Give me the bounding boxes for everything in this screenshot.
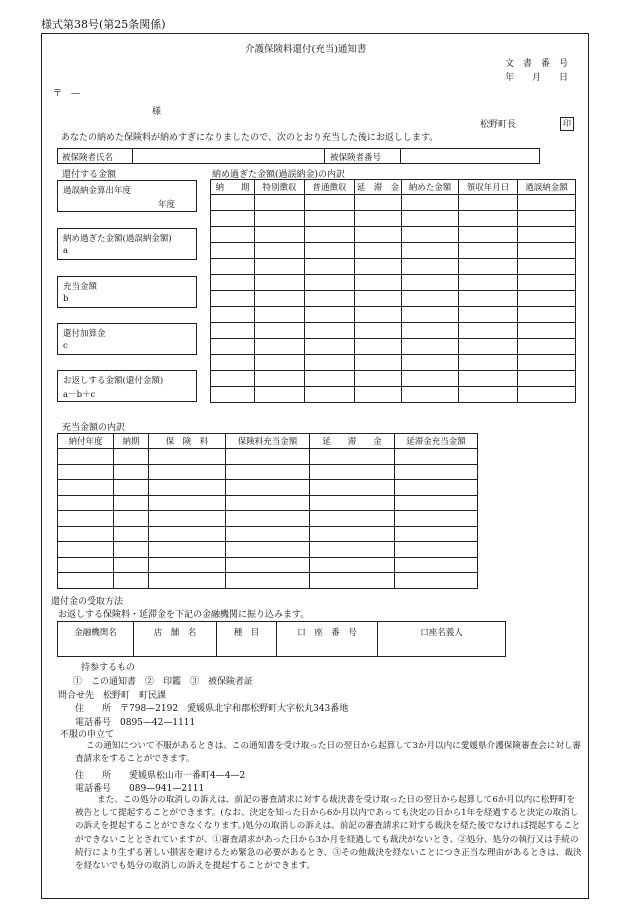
council-address: 住 所 愛媛県松山市一番町4—4—2 — [75, 771, 246, 781]
appropriation-label: 充当金額の内訳 — [62, 423, 126, 433]
table-cell — [310, 573, 395, 589]
column-header: 過誤納金額 — [518, 180, 576, 195]
table-cell — [226, 495, 310, 511]
table-row — [58, 449, 478, 465]
table-cell — [395, 495, 478, 511]
table-cell — [518, 227, 576, 243]
table-cell — [355, 371, 402, 387]
table-cell — [355, 259, 402, 275]
table-row — [58, 542, 478, 558]
table-cell — [114, 526, 149, 542]
table-cell — [226, 573, 310, 589]
table-row — [211, 275, 576, 291]
recipient-suffix: 様 — [152, 107, 162, 117]
table-cell — [459, 227, 518, 243]
table-cell — [211, 227, 255, 243]
date-label: 年 月 日 — [505, 73, 569, 83]
breakdown-label: 納め過ぎた金額(過誤納金)の内訳 — [212, 170, 346, 180]
table-cell — [211, 323, 255, 339]
table-cell — [459, 243, 518, 259]
table-cell — [149, 495, 226, 511]
receipt-method-label: 還付金の受取方法 — [51, 597, 124, 607]
bring-items: ① この通知書 ② 印鑑 ③ 被保険者証 — [73, 677, 254, 687]
table-cell — [226, 480, 310, 496]
table-cell — [58, 495, 114, 511]
table-cell — [211, 211, 255, 227]
table-cell — [355, 291, 402, 307]
table-cell — [395, 573, 478, 589]
bank-header: 種 目 — [217, 622, 277, 657]
table-cell — [518, 339, 576, 355]
table-cell — [211, 243, 255, 259]
table-cell — [149, 573, 226, 589]
table-cell — [518, 371, 576, 387]
table-cell — [402, 339, 459, 355]
table-row — [58, 557, 478, 573]
table-cell — [305, 307, 355, 323]
table-cell — [149, 526, 226, 542]
table-cell — [310, 464, 395, 480]
table-cell — [58, 511, 114, 527]
table-row — [211, 195, 576, 211]
insured-name-label: 被保険者氏名 — [62, 153, 114, 163]
table-cell — [402, 307, 459, 323]
table-cell — [402, 259, 459, 275]
table-row — [211, 211, 576, 227]
table-cell — [305, 211, 355, 227]
table-cell — [459, 387, 518, 403]
table-cell — [402, 195, 459, 211]
table-cell — [211, 339, 255, 355]
column-header: 保険料充当金額 — [226, 434, 310, 449]
table-cell — [211, 259, 255, 275]
table-cell — [255, 291, 305, 307]
table-cell — [305, 195, 355, 211]
table-cell — [310, 480, 395, 496]
table-cell — [211, 355, 255, 371]
table-cell — [114, 511, 149, 527]
table-cell — [310, 495, 395, 511]
table-cell — [226, 542, 310, 558]
table-cell — [310, 511, 395, 527]
table-cell — [402, 275, 459, 291]
table-cell — [402, 227, 459, 243]
table-cell — [355, 307, 402, 323]
table-cell — [355, 339, 402, 355]
table-cell — [211, 291, 255, 307]
table-cell — [114, 480, 149, 496]
refund-box-total: お返しする金額(還付金額) a－b＋c — [57, 370, 197, 402]
table-cell — [226, 511, 310, 527]
table-cell — [226, 464, 310, 480]
table-cell — [211, 195, 255, 211]
table-cell — [459, 371, 518, 387]
table-row — [211, 323, 576, 339]
table-cell — [226, 526, 310, 542]
issuer: 松野町長 — [480, 120, 517, 130]
table-cell — [395, 480, 478, 496]
table-cell — [305, 339, 355, 355]
column-header: 特別徴収 — [255, 180, 305, 195]
table-cell — [459, 275, 518, 291]
council-phone: 電話番号 089—941—2111 — [75, 784, 205, 794]
contact-phone: 電話番号 0895—42—1111 — [75, 718, 196, 728]
objection-label: 不服の申立て — [60, 730, 115, 740]
column-header: 納 期 — [211, 180, 255, 195]
table-cell — [255, 195, 305, 211]
table-cell — [255, 323, 305, 339]
table-row — [211, 387, 576, 403]
table-cell — [459, 291, 518, 307]
table-cell — [211, 307, 255, 323]
table-cell — [402, 371, 459, 387]
contact-label: 問合せ先 松野町 町民課 — [58, 691, 167, 701]
refund-section-label: 還付する金額 — [62, 170, 117, 180]
table-cell — [58, 449, 114, 465]
table-row — [211, 291, 576, 307]
form-number: 様式第38号(第25条関係) — [41, 18, 166, 31]
table-cell — [395, 542, 478, 558]
table-cell — [518, 307, 576, 323]
table-cell — [114, 557, 149, 573]
table-cell — [255, 227, 305, 243]
table-cell — [395, 557, 478, 573]
column-header: 納付年度 — [58, 434, 114, 449]
table-cell — [395, 526, 478, 542]
table-cell — [149, 557, 226, 573]
page-title: 介護保険料還付(充当)通知書 — [245, 44, 367, 55]
table-cell — [149, 511, 226, 527]
breakdown-table — [210, 179, 576, 403]
table-cell — [402, 291, 459, 307]
table-cell — [114, 573, 149, 589]
table-cell — [518, 243, 576, 259]
column-header: 普通徴収 — [305, 180, 355, 195]
table-cell — [255, 211, 305, 227]
table-cell — [305, 243, 355, 259]
refund-box-appropriated: 充当金額 b — [57, 276, 197, 308]
table-cell — [255, 307, 305, 323]
table-row — [211, 227, 576, 243]
table-row — [211, 371, 576, 387]
table-cell — [459, 259, 518, 275]
table-cell — [355, 355, 402, 371]
table-cell — [355, 195, 402, 211]
table-cell — [305, 275, 355, 291]
table-cell — [255, 339, 305, 355]
table-cell — [355, 227, 402, 243]
table-cell — [114, 542, 149, 558]
table-row — [211, 243, 576, 259]
insured-number-label: 被保険者番号 — [330, 153, 382, 163]
table-cell — [402, 387, 459, 403]
table-cell — [149, 480, 226, 496]
bank-table — [57, 621, 506, 657]
table-row — [211, 355, 576, 371]
table-cell — [58, 573, 114, 589]
doc-number-label: 文 書 番 号 — [505, 59, 569, 69]
table-cell — [149, 464, 226, 480]
column-header: 保 険 料 — [149, 434, 226, 449]
table-cell — [149, 449, 226, 465]
table-row — [58, 480, 478, 496]
table-cell — [518, 355, 576, 371]
table-cell — [310, 542, 395, 558]
table-cell — [518, 323, 576, 339]
intro-text: あなたの納めた保険料が納めすぎになりましたので、次のとおり充当した後にお返しします。 — [61, 133, 439, 143]
bank-header: 店 舗 名 — [134, 622, 217, 657]
table-cell — [459, 323, 518, 339]
refund-box-interest: 還付加算金 c — [57, 323, 197, 355]
table-cell — [395, 511, 478, 527]
table-row — [211, 259, 576, 275]
refund-box-overpaid: 納め過ぎた金額(過誤納金額) a — [57, 228, 197, 260]
table-cell — [459, 339, 518, 355]
table-cell — [518, 211, 576, 227]
table-cell — [58, 526, 114, 542]
column-header: 延 滞 金 — [310, 434, 395, 449]
table-cell — [255, 371, 305, 387]
table-cell — [518, 291, 576, 307]
bank-header: 口 座 番 号 — [277, 622, 378, 657]
table-cell — [402, 323, 459, 339]
bank-header: 金融機関名 — [58, 622, 134, 657]
table-cell — [402, 211, 459, 227]
table-cell — [355, 275, 402, 291]
table-row — [58, 573, 478, 589]
table-cell — [310, 449, 395, 465]
table-cell — [255, 355, 305, 371]
column-header: 納期 — [114, 434, 149, 449]
table-cell — [58, 480, 114, 496]
table-row — [58, 495, 478, 511]
column-header: 領収年月日 — [459, 180, 518, 195]
table-row — [58, 464, 478, 480]
column-header: 延 滞 金 — [355, 180, 402, 195]
table-cell — [518, 195, 576, 211]
table-cell — [255, 243, 305, 259]
column-header: 納めた金額 — [402, 180, 459, 195]
table-row — [211, 339, 576, 355]
table-cell — [355, 211, 402, 227]
table-cell — [355, 387, 402, 403]
table-cell — [402, 243, 459, 259]
table-cell — [255, 275, 305, 291]
contact-address: 住 所 〒798—2192 愛媛県北宇和郡松野町大字松丸343番地 — [75, 704, 349, 714]
table-cell — [211, 371, 255, 387]
table-cell — [310, 526, 395, 542]
table-cell — [211, 387, 255, 403]
table-cell — [58, 557, 114, 573]
table-cell — [518, 259, 576, 275]
table-cell — [255, 259, 305, 275]
insured-row — [57, 148, 540, 164]
table-cell — [226, 557, 310, 573]
table-cell — [459, 195, 518, 211]
table-row — [58, 511, 478, 527]
table-cell — [58, 464, 114, 480]
objection-text: この通知について不服があるときは、この通知書を受け取った日の翌日から起算して3か月以内に愛媛県介護保険審査会に対し審査請求をすることができます。 — [75, 741, 582, 765]
table-cell — [305, 291, 355, 307]
table-cell — [305, 387, 355, 403]
table-cell — [226, 449, 310, 465]
refund-box-year: 過誤納金算出年度 年度 — [57, 180, 197, 212]
table-row — [211, 307, 576, 323]
table-cell — [305, 259, 355, 275]
bank-header: 口座名義人 — [378, 622, 506, 657]
table-cell — [395, 464, 478, 480]
column-header: 延滞金充当金額 — [395, 434, 478, 449]
table-row — [58, 526, 478, 542]
table-cell — [518, 387, 576, 403]
table-cell — [310, 557, 395, 573]
table-cell — [355, 243, 402, 259]
table-cell — [114, 495, 149, 511]
table-cell — [355, 323, 402, 339]
table-cell — [305, 371, 355, 387]
appropriation-table — [57, 433, 478, 589]
table-cell — [149, 542, 226, 558]
receipt-method-text: お返しする保険料・延滞金を下記の金融機関に振り込みます。 — [58, 610, 310, 620]
bring-label: 持参するもの — [81, 663, 136, 673]
table-cell — [459, 211, 518, 227]
table-cell — [395, 449, 478, 465]
table-cell — [305, 355, 355, 371]
table-cell — [459, 355, 518, 371]
seal-icon: 印 — [560, 117, 574, 131]
table-cell — [255, 387, 305, 403]
table-cell — [459, 307, 518, 323]
table-cell — [211, 275, 255, 291]
table-cell — [114, 464, 149, 480]
table-cell — [518, 275, 576, 291]
lawsuit-text: また、この処分の取消しの訴えは、前記の審査請求に対する裁決書を受け取った日の翌日から起算して6か月以内に松野町を被告として提起することができます。(なお、決定を知った日から6か月以内であっても決定の日から1年を経過すると決定の取消しの訴えを提起することができなくなります。)処分の取消しの訴えは、前記の審査請求に対する裁決を経た後でなければ提起することができないこととされていますが、①審査請求があった日から3か月を経過しても裁決がないとき、②処分、処分の執行又は手続の続行により生ずる著しい損害を避けるため緊急の必要があるとき、③その他裁決を経ないことにつき正当な理由があるときは、裁決を経ないでも処分の取消しの訴えを提起することができます。 — [75, 795, 582, 872]
table-cell — [114, 449, 149, 465]
table-cell — [58, 542, 114, 558]
table-cell — [402, 355, 459, 371]
postal-mark: 〒 — — [53, 89, 81, 99]
table-cell — [305, 323, 355, 339]
table-cell — [305, 227, 355, 243]
